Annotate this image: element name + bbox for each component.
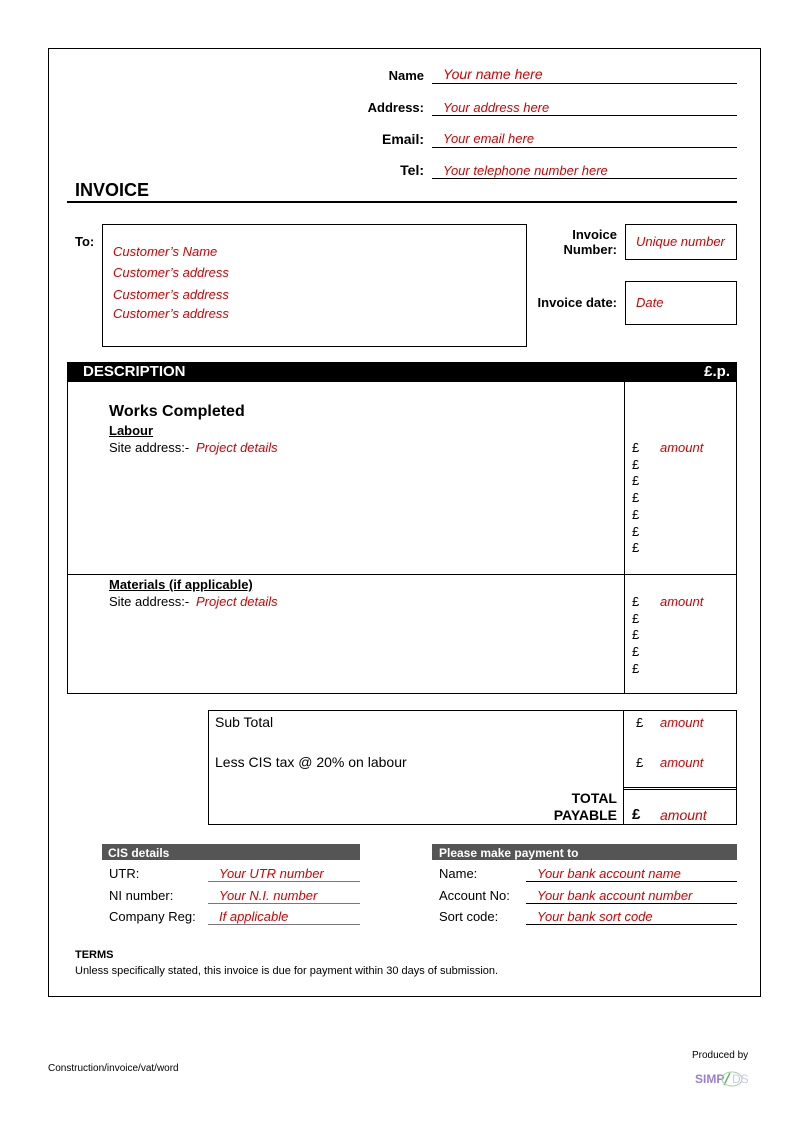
address-label: Address: (367, 100, 424, 115)
title-rule (67, 201, 737, 203)
customer-box[interactable] (102, 224, 527, 347)
total-currency: £ (632, 806, 641, 823)
company-reg-field[interactable]: If applicable (219, 909, 289, 924)
terms-heading: TERMS (75, 949, 114, 961)
address-underline (432, 115, 737, 116)
name-field[interactable]: Your name here (443, 66, 543, 82)
invoice-title: INVOICE (75, 180, 150, 200)
currency-symbol: £ (632, 644, 640, 660)
cis-tax-currency: £ (636, 755, 644, 770)
materials-amount[interactable]: amount (660, 594, 704, 609)
invoice-number-field[interactable]: Unique number (636, 234, 725, 249)
email-field[interactable]: Your email here (443, 131, 535, 146)
sort-code-label: Sort code: (439, 909, 499, 924)
company-reg-label: Company Reg: (109, 909, 196, 924)
subtotal-currency: £ (636, 715, 644, 730)
produced-by: Produced by (692, 1050, 749, 1061)
currency-symbol: £ (632, 523, 640, 539)
email-underline (432, 147, 737, 148)
tel-field[interactable]: Your telephone number here (443, 163, 608, 178)
materials-heading: Materials (if applicable) (109, 577, 253, 592)
utr-underline (208, 881, 360, 882)
cis-tax-value[interactable]: amount (660, 755, 704, 770)
company-reg-underline (208, 924, 360, 925)
name-underline (432, 83, 737, 84)
document-reference: Construction/invoice/vat/word (48, 1063, 179, 1074)
to-label: To: (75, 234, 95, 249)
amount-header: £.p. (704, 363, 730, 380)
currency-symbol: £ (632, 440, 640, 455)
works-heading: Works Completed (109, 403, 245, 420)
currency-symbol: £ (632, 610, 640, 626)
materials-site-value[interactable]: Project details (196, 594, 278, 609)
currency-symbol: £ (632, 456, 640, 472)
account-no-field[interactable]: Your bank account number (537, 888, 693, 903)
ni-field[interactable]: Your N.I. number (219, 888, 318, 903)
labour-site-value[interactable]: Project details (196, 440, 278, 455)
labour-site-label: Site address:- (109, 440, 190, 455)
email-label: Email: (381, 131, 424, 147)
tel-label: Tel: (400, 162, 424, 178)
bank-name-label: Name: (439, 866, 478, 881)
utr-label: UTR: (109, 866, 140, 881)
cis-tax-label: Less CIS tax @ 20% on labour (215, 754, 407, 770)
ni-label: NI number: (109, 888, 174, 903)
labour-amount[interactable]: amount (660, 440, 704, 455)
address-field[interactable]: Your address here (443, 100, 550, 115)
svg-text:SIMP: SIMP (695, 1072, 725, 1086)
bank-name-underline (526, 881, 737, 882)
payment-header: Please make payment to (439, 846, 579, 860)
currency-symbol: £ (632, 506, 640, 522)
tel-underline (432, 178, 737, 179)
bank-name-field[interactable]: Your bank account name (537, 866, 681, 881)
amount-column-divider (624, 381, 625, 694)
sort-code-underline (526, 924, 737, 925)
utr-field[interactable]: Your UTR number (219, 866, 324, 881)
labour-heading: Labour (109, 423, 154, 438)
currency-symbol: £ (632, 540, 640, 556)
subtotal-value[interactable]: amount (660, 715, 704, 730)
currency-symbol: £ (632, 490, 640, 506)
total-label-2: PAYABLE (553, 807, 617, 823)
subtotal-label: Sub Total (215, 714, 274, 730)
svg-text:DS: DS (732, 1072, 749, 1086)
currency-symbol: £ (632, 627, 640, 643)
total-label-1: TOTAL (571, 790, 617, 806)
customer-address-3[interactable]: Customer’s address (113, 306, 229, 321)
customer-address-1[interactable]: Customer’s address (113, 265, 229, 280)
currency-symbol: £ (632, 660, 640, 676)
account-no-label: Account No: (439, 888, 510, 903)
currency-symbol: £ (632, 473, 640, 489)
total-rule (624, 787, 737, 790)
invoice-date-field[interactable]: Date (636, 295, 664, 310)
sort-code-field[interactable]: Your bank sort code (537, 909, 653, 924)
description-header: DESCRIPTION (83, 363, 186, 380)
cis-header: CIS details (108, 846, 170, 860)
account-no-underline (526, 903, 737, 904)
section-divider (67, 574, 737, 575)
terms-text: Unless specifically stated, this invoice is due for payment within 30 days of submission. (75, 965, 499, 977)
simply-docs-logo (694, 1068, 752, 1088)
total-value[interactable]: amount (660, 807, 707, 823)
materials-site-label: Site address:- (109, 594, 190, 609)
invoice-number-label-1: Invoice (572, 227, 617, 242)
customer-address-2[interactable]: Customer’s address (113, 287, 229, 302)
ni-underline (208, 903, 360, 904)
customer-name[interactable]: Customer’s Name (113, 244, 218, 259)
invoice-date-label: Invoice date: (537, 295, 617, 310)
currency-symbol: £ (632, 594, 640, 609)
invoice-number-label-2: Number: (563, 242, 617, 257)
totals-divider (623, 710, 624, 825)
name-label: Name (388, 68, 424, 83)
